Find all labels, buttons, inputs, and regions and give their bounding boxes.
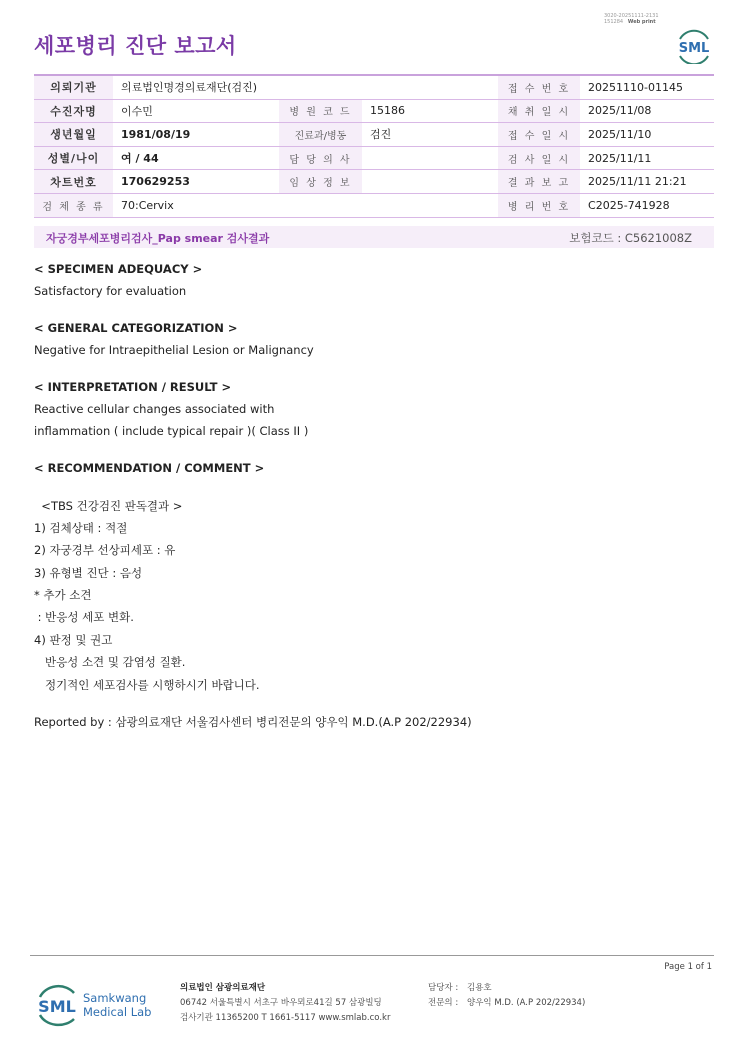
print-meta [604,13,659,25]
result-line: Satisfactory for evaluation [34,284,187,298]
info-value: 15186 [362,99,498,123]
info-value [362,170,498,194]
comment-line: * 추가 소견 [34,588,92,602]
info-label: 생년월일 [34,123,113,147]
info-row [34,170,714,194]
info-row [34,193,714,217]
comment-line: 반응성 소견 및 감염성 질환. [34,655,186,669]
info-value [362,146,498,170]
info-label: 접 수 번 호 [498,75,580,99]
info-label: 검 체 종 류 [34,193,113,217]
report-title: 세포병리 진단 보고서 [34,34,237,58]
info-label: 결 과 보 고 [498,170,580,194]
section-heading: < INTERPRETATION / RESULT > [34,380,232,394]
section-heading: < GENERAL CATEGORIZATION > [34,321,238,335]
info-value: 2025/11/11 [580,146,714,170]
info-value: 여 / 44 [113,146,279,170]
staff-value: 김용호 [467,983,492,993]
info-label: 수진자명 [34,99,113,123]
info-value: 1981/08/19 [113,123,279,147]
comment-line: 2) 자궁경부 선상피세포 : 유 [34,543,176,557]
info-value: 검진 [362,123,498,147]
footer-divider [30,955,714,956]
comment-line: 4) 판정 및 권고 [34,633,113,647]
info-label: 성별/나이 [34,146,113,170]
info-value: 20251110-01145 [580,75,714,99]
test-name: 자궁경부세포병리검사_Pap smear 검사결과 [46,232,270,245]
print-meta-label: Web print [627,19,656,25]
print-meta-line1: 3020-20251111-2131 [604,13,659,19]
info-row [34,146,714,170]
section-heading: < RECOMMENDATION / COMMENT > [34,461,265,475]
print-meta-id: 151284 [604,19,624,25]
result-line: inflammation ( include typical repair )( Class II ) [34,424,309,438]
comment-line: 1) 검체상태 : 적절 [34,521,128,535]
info-row [34,123,714,147]
brand-line2: Medical Lab [83,1005,152,1019]
info-label: 병 리 번 호 [498,193,580,217]
brand-line1: Samkwang [83,991,147,1005]
comment-line: 정기적인 세포검사를 시행하시기 바랍니다. [34,678,260,692]
comment-line: <TBS 건강검진 판독결과 > [34,499,183,513]
info-value: 170629253 [113,170,279,194]
info-label: 차트번호 [34,170,113,194]
info-value: 2025/11/08 [580,99,714,123]
comment-line: 3) 유형별 진단 : 음성 [34,566,143,580]
org-contact: 검사기관 11365200 T 1661-5117 www.smlab.co.kr [180,1013,391,1023]
page-number: Page 1 of 1 [664,962,712,972]
reported-by: Reported by : 삼광의료재단 서울검사센터 병리전문의 양우익 M.D.(A.P 202/22934) [34,715,472,729]
info-label: 담 당 의 사 [279,146,362,170]
info-row [34,99,714,123]
info-label: 의뢰기관 [34,75,113,99]
comment-line: : 반응성 세포 변화. [34,610,134,624]
info-value: C2025-741928 [580,193,714,217]
info-label: 임 상 정 보 [279,170,362,194]
sml-logo-icon [674,26,714,64]
doctor-value: 양우익 M.D. (A.P 202/22934) [467,998,586,1008]
sml-logo-text: SML [678,41,710,56]
section-heading: < SPECIMEN ADEQUACY > [34,262,203,276]
staff-label: 담당자 : [428,983,459,993]
samkwang-logo-icon [36,983,156,1027]
insurance-code: 보험코드 : C5621008Z [569,231,692,245]
info-row [34,75,714,99]
test-header-bar [34,226,714,248]
info-value: 의료법인명경의료재단(검진) [113,75,498,99]
result-line: Negative for Intraepithelial Lesion or Malignancy [34,343,314,357]
info-value: 2025/11/11 21:21 [580,170,714,194]
info-label: 병 원 코 드 [279,99,362,123]
info-label: 진료과/병동 [279,123,362,147]
result-line: Reactive cellular changes associated with [34,402,275,416]
patient-info-table [34,74,714,218]
info-label: 검 사 일 시 [498,146,580,170]
info-value: 2025/11/10 [580,123,714,147]
sml-logo-text: SML [38,997,76,1016]
org-address: 06742 서울특별시 서초구 바우뫼로41길 57 삼광빌딩 [180,998,382,1008]
doctor-label: 전문의 : [428,998,459,1008]
org-name: 의료법인 삼광의료재단 [180,983,266,993]
info-value: 이수민 [113,99,279,123]
info-label: 접 수 일 시 [498,123,580,147]
info-value: 70:Cervix [113,193,498,217]
info-label: 채 취 일 시 [498,99,580,123]
